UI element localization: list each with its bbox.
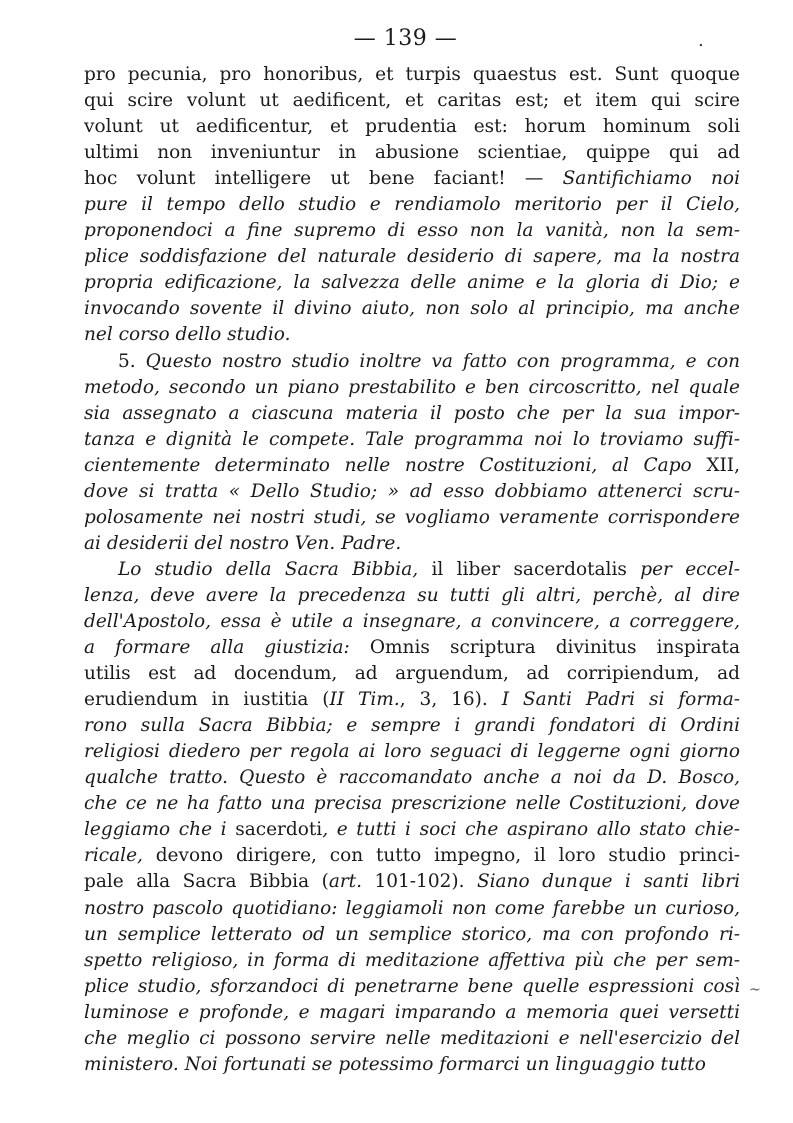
text-line [84, 192, 740, 218]
page-mark: . [698, 30, 704, 51]
line-segment: spetto religioso, in forma di meditazione affettiva più che per sem- [84, 949, 740, 971]
text-line [84, 739, 740, 765]
text-line [84, 713, 740, 739]
text-line [84, 661, 740, 687]
text-line [84, 1026, 740, 1052]
text-line [84, 791, 740, 817]
line-segment: Santifichiamo noi [562, 168, 740, 190]
text-line [84, 218, 740, 244]
text-line [84, 896, 740, 922]
text-line [84, 375, 740, 401]
text-line [84, 843, 740, 869]
line-segment: II Tim. [329, 689, 400, 711]
line-segment: devono dirigere, con tutto impegno, il loro studio princi- [155, 845, 740, 867]
line-segment: Omnis scriptura divinitus inspirata [369, 637, 740, 659]
line-segment: sacerdoti [235, 819, 323, 841]
line-segment: Lo studio della Sacra Bibbia, [118, 558, 432, 580]
line-segment: nel corso dello studio. [84, 324, 291, 346]
line-segment: plice soddisfazione del naturale desiderio di sapere, ma la nostra [84, 246, 740, 268]
body-text [84, 62, 740, 1078]
line-segment: plice studio, sforzandoci di penetrarne bene quelle espressioni così [84, 975, 740, 997]
text-line [84, 583, 740, 609]
line-segment: XII, [706, 454, 740, 476]
text-line [84, 609, 740, 635]
line-segment: rono sulla Sacra Bibbia; e sempre i grandi fondatori di Ordini [84, 715, 740, 737]
line-segment: metodo, secondo un piano prestabilito e ben circoscritto, nel quale [84, 376, 740, 398]
line-segment: art. [328, 871, 363, 893]
text-line [84, 140, 740, 166]
line-segment: , 3, 16). [399, 689, 502, 711]
text-line [84, 1052, 740, 1078]
line-segment: tanza e dignità le compete. Tale programma noi lo troviamo suffi- [84, 428, 740, 450]
line-segment: religiosi diedero per regola ai loro seguaci di leggerne ogni giorno [84, 741, 740, 763]
text-line [84, 974, 740, 1000]
line-segment: ministero. Noi fortunati se potessimo formarci un linguaggio tutto [84, 1053, 706, 1075]
line-segment: pure il tempo dello studio e rendiamolo meritorio per il Cielo, [84, 194, 740, 216]
line-segment: hoc volunt intelligere ut bene faciant! — [84, 168, 563, 190]
line-segment: un semplice letterato od un semplice storico, ma con profondo ri- [84, 923, 740, 945]
line-segment: luminose e profonde, e magari imparando a memoria quei versetti [84, 1001, 740, 1023]
line-segment: dell'Apostolo, essa è utile a insegnare, a convincere, a correggere, [84, 610, 740, 632]
line-segment: qui scire volunt ut aedificent, et caritas est; et item qui scire [84, 90, 740, 112]
line-segment: polosamente nei nostri studi, se vogliamo veramente corrispondere [84, 506, 740, 528]
text-line [84, 817, 740, 843]
line-segment: I Santi Padri si forma- [501, 689, 740, 711]
line-segment: , e tutti i soci che aspirano allo stato chie- [322, 819, 740, 841]
text-line [84, 453, 740, 479]
line-segment: per eccel- [640, 558, 740, 580]
text-line [84, 948, 740, 974]
text-line [84, 166, 740, 192]
text-line [84, 114, 740, 140]
line-segment: volunt ut aedificentur, et prudentia est: horum hominum soli [84, 116, 740, 138]
text-line [84, 765, 740, 791]
text-line [84, 531, 740, 557]
text-line [84, 922, 740, 948]
line-segment: il liber sacerdotalis [431, 558, 641, 580]
text-line [84, 88, 740, 114]
line-segment: dove si tratta « Dello Studio; » ad esso dobbiamo attenerci scru- [84, 480, 740, 502]
line-segment: sia assegnato a ciascuna materia il posto che per la sua impor- [84, 402, 740, 424]
text-line [84, 557, 740, 583]
text-line [84, 296, 740, 322]
text-line [84, 322, 740, 348]
line-segment: Questo nostro studio inoltre va fatto con programma, e con [145, 350, 740, 372]
line-segment: nostro pascolo quotidiano: leggiamoli non come farebbe un curioso, [84, 897, 740, 919]
line-segment: utilis est ad docendum, ad arguendum, ad corripiendum, ad [84, 663, 740, 685]
line-segment: invocando sovente il divino aiuto, non solo al principio, ma anche [84, 298, 740, 320]
line-segment: 5. [118, 350, 146, 372]
text-line [84, 427, 740, 453]
margin-mark: ~ [749, 982, 761, 998]
line-segment: lenza, deve avere la precedenza su tutti gli altri, perchè, al dire [84, 584, 740, 606]
line-segment: erudiendum in iustitia ( [84, 689, 330, 711]
line-segment: cientemente determinato nelle nostre Costituzioni, al Capo [84, 454, 707, 476]
line-segment: a formare alla giustizia: [84, 637, 370, 659]
text-line [84, 1000, 740, 1026]
line-segment: qualche tratto. Questo è raccomandato anche a noi da D. Bosco, [84, 767, 740, 789]
line-segment: ricale, [84, 845, 156, 867]
line-segment: che meglio ci possono servire nelle meditazioni e nell'esercizio del [84, 1027, 740, 1049]
line-segment: propria edificazione, la salvezza delle anime e la gloria di Dio; e [84, 272, 740, 294]
line-segment: 101-102). [362, 871, 477, 893]
line-segment: pro pecunia, pro honoribus, et turpis quaestus est. Sunt quoque [84, 64, 740, 85]
line-segment: proponendoci a fine supremo di esso non la vanità, non la sem- [84, 220, 740, 242]
text-line [84, 62, 740, 88]
page-number: — 139 — [353, 26, 458, 51]
text-line [84, 244, 740, 270]
text-line [84, 401, 740, 427]
line-segment: che ce ne ha fatto una precisa prescrizione nelle Costituzioni, dove [84, 793, 740, 815]
text-line [84, 479, 740, 505]
text-line [84, 349, 740, 375]
line-segment: leggiamo che i [84, 819, 236, 841]
line-segment: ultimi non inveniuntur in abusione scientiae, quippe qui ad [84, 142, 740, 164]
line-segment: pale alla Sacra Bibbia ( [84, 871, 329, 893]
line-segment: Siano dunque i santi libri [476, 871, 740, 893]
text-line [84, 869, 740, 895]
text-line [84, 270, 740, 296]
text-line [84, 687, 740, 713]
line-segment: ai desiderii del nostro Ven. Padre. [84, 532, 402, 554]
text-line [84, 505, 740, 531]
text-line [84, 635, 740, 661]
